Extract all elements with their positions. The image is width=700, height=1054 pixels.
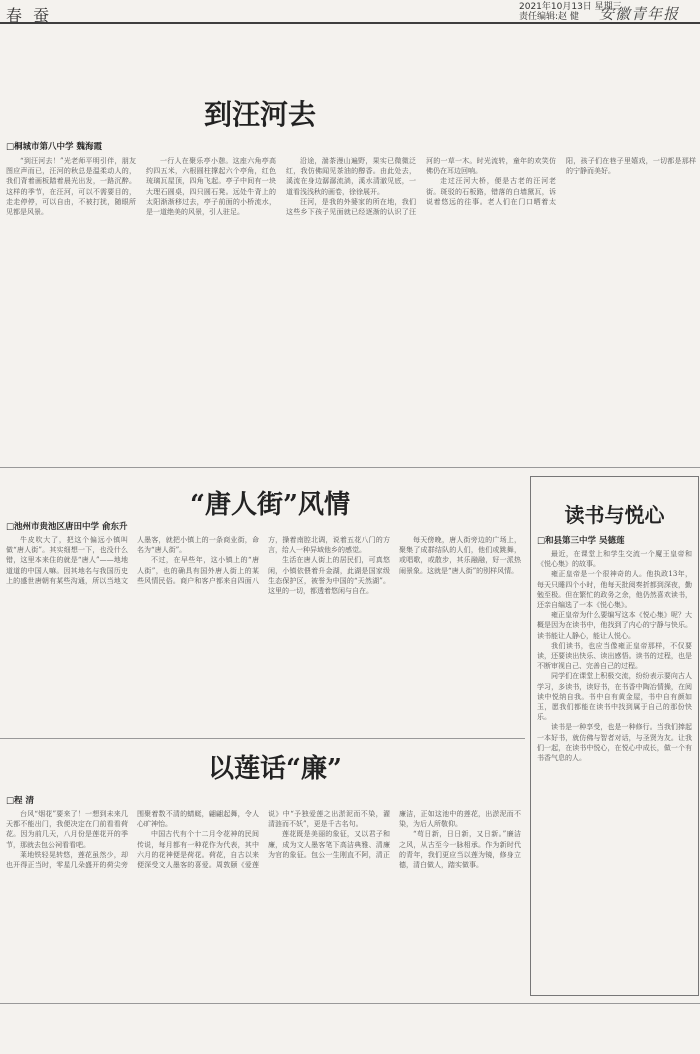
article-body — [6, 156, 696, 461]
paragraph: 中国古代有个十二月令花神的民间传说，每月都有一种花作为代表，其中六月的花神便是荷花。荷花，自古以来便深受文人墨客的喜爱。周敦颐《爱莲说》中“予独爱莲之出淤泥而不染，濯清涟而不妖”，更是千古名句。 — [137, 810, 390, 870]
paragraph: 读书是一种享受，也是一种修行。当我们捧起一本好书，就仿佛与智者对话，与圣贤为友。让我们一起，在读书中悦心，在悦心中成长，做一个有书香气息的人。 — [537, 723, 692, 763]
article-body — [6, 809, 521, 999]
divider-mid — [0, 738, 525, 739]
paragraph: 生活在唐人街上的居民们，可真悠闲，小镇依偎着升金湖，此湖是国家级生态保护区，被誉为中国的“天然湖”。这里的一切，都透着悠闲与自在。 — [268, 556, 390, 596]
paragraph: 沿途，湍茶漫山遍野，果实已微微泛红，我仿佛闻见茶油的醇香。由此处去，溪流在身边潺潺流淌，溪水清澈见底，一道看浅浅秋的画卷，徐徐展开。 — [286, 157, 416, 196]
article-byline: □池州市贵池区唐田中学 俞东升 — [6, 522, 128, 532]
paragraph: 我们读书，也应当像雍正皇帝那样，不仅要读，还要读出快乐、读出感悟。读书的过程，也是不断审视自己、完善自己的过程。 — [537, 641, 692, 671]
paragraph: 最近，在课堂上和学生交流一个魔王皇帝和《悦心集》的故事。 — [537, 550, 692, 569]
divider-top — [0, 467, 700, 468]
paragraph: 走过汪河大桥，便是古老的汪河老街。斑驳的石板路，错落的白墙黛瓦，诉说着悠远的往事。老人们在门口晒着太阳，孩子们在巷子里嬉戏，一切都是那样的宁静而美好。 — [426, 157, 696, 206]
paragraph: “苟日新，日日新，又日新。”廉洁之风，从古至今一脉相承。作为新时代的青年，我们更应当以莲为镜，修身立德，清白做人，踏实做事。 — [399, 830, 521, 870]
issue-editor: 责任编辑:赵 健 — [519, 12, 579, 22]
article-title: 到汪河去 — [203, 98, 316, 131]
paragraph: 同学们在课堂上积极交流，纷纷表示要向古人学习，多读书，读好书，在书香中陶冶情操，在阅读中悦纳自我。书中自有黄金屋，书中自有颜如玉，愿我们都能在读书中找到属于自己的那份快乐。 — [537, 672, 692, 722]
article-byline: □程 清 — [6, 796, 34, 806]
article-body — [537, 549, 692, 989]
paragraph: 牛皮吹大了，把这个偏远小镇叫做“唐人街”。其实细想一下，也没什么错，这里本来住的就是“唐人”——地地道道的中国人嘛。因其地名与我国历史上的盛世唐朝有某些沟通，所以当地文人墨客，就把小镇上的一条商业街，命名为“唐人街”。 — [6, 536, 259, 585]
article-byline: □桐城市第八中学 魏海霞 — [6, 142, 102, 152]
issue-date: 2021年10月13日 星期三 — [519, 2, 622, 12]
article-title: 以莲话“廉” — [208, 754, 342, 784]
paragraph: 雍正皇帝是一个很神奇的人。他执政13年，每天只睡四个小时，他每天批阅奏折都到深夜，勤勉至极。但在繁忙的政务之余，他仍然喜欢读书，还亲自编选了一本《悦心集》。 — [537, 570, 692, 610]
newspaper-logo: 安徽青年报 — [599, 5, 680, 23]
article-byline: □和县第三中学 吴德莲 — [537, 536, 625, 546]
sidebar-article-box — [530, 476, 699, 996]
article-title: “唐人街”风情 — [190, 490, 350, 520]
paragraph: 汪河，是我的外婆家的所在地，我们这些乡下孩子见面就已经逐渐的认识了汪河的一草一木。时光流转，童年的欢笑仿佛仍在耳边回响。 — [286, 157, 556, 217]
divider-bottom — [0, 1003, 700, 1004]
paragraph: 莱地铁轻晃转悠，莲花虽然少，却也开得正当时，零星几朵盛开的荷尖旁围聚着数不清的蜻蜓，翩翩起舞，令人心旷神怡。 — [6, 810, 259, 870]
paragraph: 每天傍晚，唐人街旁边的广场上，聚集了成群结队的人们，他们或跳舞，或唱歌，或散步，其乐融融，好一派热闹景象。这就是“唐人街”的别样风情。 — [399, 536, 521, 575]
section-name: 春 蚕 — [6, 6, 53, 25]
paragraph: “到汪河去！”光老师平明引伴，朋友图应声而已，汪河的秋总是温柔动人的，我们背着画板踏着晨光出发，一路沉醉。这样的季节，在汪河，可以不需要目的，走走停停，可以自由，不被打扰，随眼所见都是风景。 — [6, 157, 136, 217]
article-title: 读书与悦心 — [564, 503, 665, 527]
article-body — [6, 535, 521, 733]
page-header — [0, 0, 700, 24]
paragraph: 台风“烟花”要来了！一想到未来几天都不能出门，我便决定在门前看看荷花。因为前几天，八月份是莲花开的季节，那就去包公祠看看吧。 — [6, 810, 128, 849]
paragraph: 一行人在聚乐亭小憩。这座六角亭高约四五米，六根圆柱撑起六个亭角，红色琉璃瓦屋顶，四角飞起。亭子中间有一块大理石圆桌，四只圆石凳。远处牛背上的太阳渐渐移过去，亭子前面的小桥流水，是一道绝美的风景，引人驻足。 — [146, 157, 276, 217]
paragraph: 雍正皇帝为什么要编写这本《悦心集》呢？大概是因为在读书中，他找到了内心的宁静与快乐。读书能让人静心，能让人悦心。 — [537, 611, 692, 640]
paragraph: 莲花既是美丽的象征，又以君子和廉，成为文人墨客笔下高洁典雅、清廉为官的象征。包公一生刚直不阿，清正廉洁，正如这池中的莲花，出淤泥而不染，为后人所敬仰。 — [268, 810, 521, 859]
paragraph: 不过，在早些年，这小镇上的“唐人街”，也的确具有国外唐人街上的某些风情民俗。商户和客户都来自四面八方，操着南腔北调，说着五花八门的方言，给人一种异域他乡的感觉。 — [137, 536, 390, 585]
